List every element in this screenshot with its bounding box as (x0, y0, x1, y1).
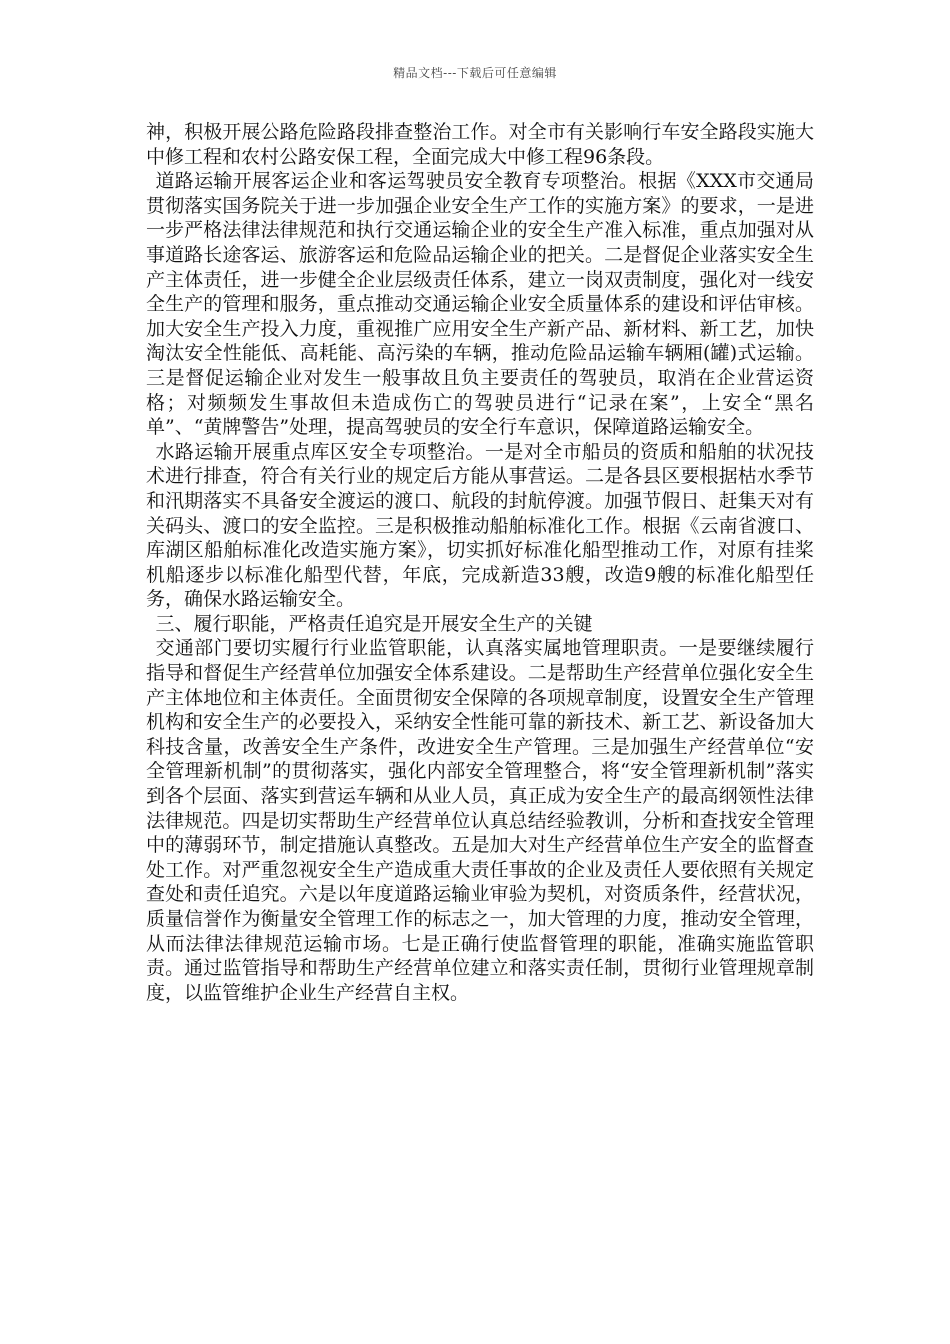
paragraph-3: 水路运输开展重点库区安全专项整治。一是对全市船员的资质和船舶的状况技术进行排查，符合有关行业的规定后方能从事营运。二是各县区要根据枯水季节和汛期落实不具备安全渡运的渡口、航段的封航停渡。加强节假日、赶集天对有关码头、渡口的安全监控。三是积极推动船舶标准化工作。根据《云南省渡口、库湖区船舶标准化改造实施方案》，切实抓好标准化船型推动工作，对原有挂桨机船逐步以标准化船型代替，年底，完成新造33艘，改造9艘的标准化船型任务，确保水路运输安全。 (146, 440, 814, 611)
document-body (146, 120, 814, 1005)
paragraph-1: 神，积极开展公路危险路段排查整治工作。对全市有关影响行车安全路段实施大中修工程和农村公路安保工程，全面完成大中修工程96条段。 (146, 121, 814, 168)
section-heading: 三、履行职能，严格责任追究是开展安全生产的关键 (155, 612, 593, 635)
paragraph-2: 道路运输开展客运企业和客运驾驶员安全教育专项整治。根据《XXX市交通局贯彻落实国务院关于进一步加强企业安全生产工作的实施方案》的要求，一是进一步严格法律法律规范和执行交通运输企业的安全生产准入标准，重点加强对从事道路长途客运、旅游客运和危险品运输企业的把关。二是督促企业落实安全生产主体责任，进一步健全企业层级责任体系，建立一岗双责制度，强化对一线安全生产的管理和服务，重点推动交通运输企业安全质量体系的建设和评估审核。加大安全生产投入力度，重视推广应用安全生产新产品、新材料、新工艺，加快淘汰安全性能低、高耗能、高污染的车辆，推动危险品运输车辆厢(罐)式运输。三是督促运输企业对发生一般事故且负主要责任的驾驶员，取消在企业营运资格；对频频发生事故但未造成伤亡的驾驶员进行“记录在案”，上安全“黑名单”、“黄牌警告”处理，提高驾驶员的安全行车意识，保障道路运输安全。 (146, 170, 814, 439)
page-header: 精品文档---下载后可任意编辑 (393, 66, 557, 80)
paragraph-4: 交通部门要切实履行行业监管职能，认真落实属地管理职责。一是要继续履行指导和督促生产经营单位加强安全体系建设。二是帮助生产经营单位强化安全生产主体地位和主体责任。全面贯彻安全保障的各项规章制度，设置安全生产管理机构和安全生产的必要投入，采纳安全性能可靠的新技术、新工艺、新设备加大科技含量，改善安全生产条件，改进安全生产管理。三是加强生产经营单位“安全管理新机制”的贯彻落实，强化内部安全管理整合，将“安全管理新机制”落实到各个层面、落实到营运车辆和从业人员，真正成为安全生产的最高纲领性法律法律规范。四是切实帮助生产经营单位认真总结经验教训，分析和查找安全管理中的薄弱环节，制定措施认真整改。五是加大对生产经营单位生产安全的监督查处工作。对严重忽视安全生产造成重大责任事故的企业及责任人要依照有关规定查处和责任追究。六是以年度道路运输业审验为契机，对资质条件，经营状况，质量信誉作为衡量安全管理工作的标志之一，加大管理的力度，推动安全管理，从而法律法律规范运输市场。七是正确行使监督管理的职能，准确实施监管职责。通过监管指导和帮助生产经营单位建立和落实责任制，贯彻行业管理规章制度，以监管维护企业生产经营自主权。 (146, 637, 814, 1004)
